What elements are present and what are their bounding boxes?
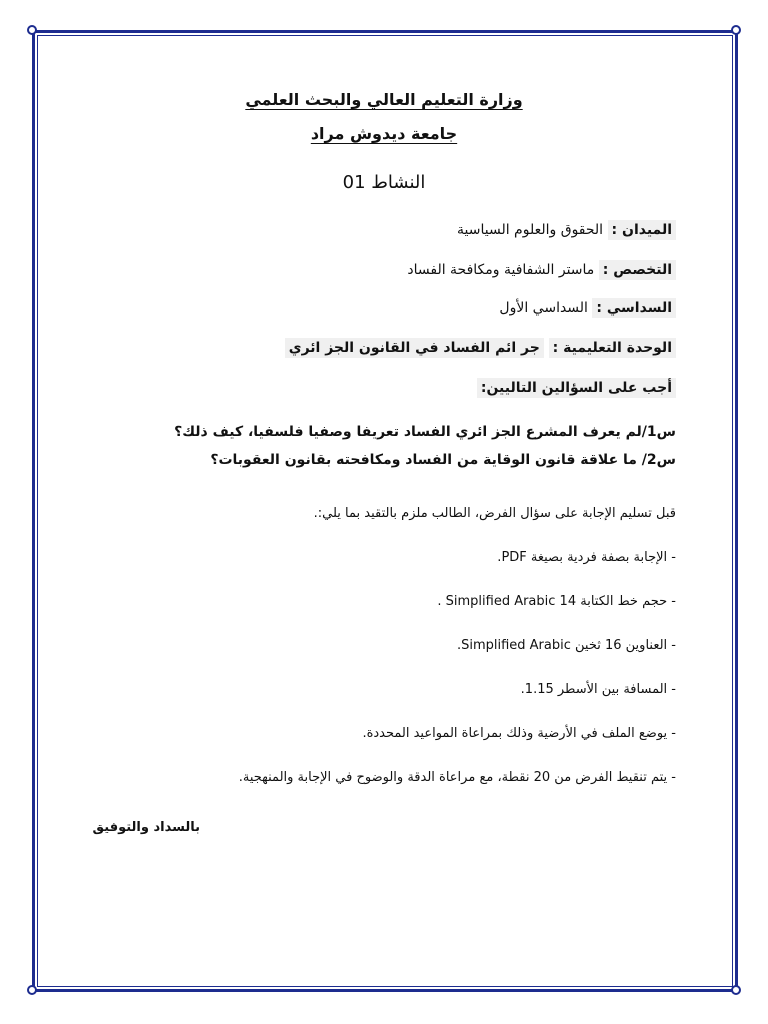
specialty-label: التخصص : — [599, 260, 676, 280]
instruction-item: - المسافة بين الأسطر 1.15. — [520, 682, 676, 697]
university-title: جامعة ديدوش مراد — [310, 124, 458, 143]
instruction-item: - حجم خط الكتابة Simplified Arabic 14 . — [437, 594, 676, 609]
unit-value: جر ائم الفساد في القانون الجز ائري — [285, 338, 544, 358]
closing-note: بالسداد والتوفيق — [92, 820, 200, 835]
unit-label: الوحدة التعليمية : — [549, 338, 676, 358]
question-1: س1/لم يعرف المشرع الجز ائري الفساد تعريفا وصفيا فلسفيا، كيف ذلك؟ — [174, 424, 676, 440]
domain-value: الحقوق والعلوم السياسية — [457, 222, 604, 238]
instruction-item: - الإجابة بصفة فردية بصيغة PDF. — [497, 550, 676, 565]
instructions-intro: قبل تسليم الإجابة على سؤال الفرض، الطالب ملزم بالتقيد بما يلي:. — [313, 506, 676, 521]
domain-field — [457, 222, 676, 238]
frame-corner-ornament — [27, 25, 37, 35]
ministry-title: وزارة التعليم العالي والبحث العلمي — [245, 90, 523, 109]
frame-corner-ornament — [27, 985, 37, 995]
instruction-item: - يتم تنقيط الفرض من 20 نقطة، مع مراعاة الدقة والوضوح في الإجابة والمنهجية. — [238, 770, 676, 785]
frame-corner-ornament — [731, 985, 741, 995]
activity-title: النشاط 01 — [342, 172, 426, 193]
specialty-value: ماستر الشفافية ومكافحة الفساد — [407, 262, 595, 278]
unit-field — [285, 340, 676, 356]
instruction-item: - يوضع الملف في الأرضية وذلك بمراعاة المواعيد المحددة. — [362, 726, 676, 741]
semester-value: السداسي الأول — [499, 300, 588, 316]
answer-prompt-text: أجب على السؤالين التاليين: — [477, 378, 676, 398]
answer-prompt — [477, 380, 676, 396]
question-2: س2/ ما علاقة قانون الوقاية من الفساد ومكافحته بقانون العقوبات؟ — [210, 452, 676, 468]
semester-field — [499, 300, 676, 316]
domain-label: الميدان : — [608, 220, 676, 240]
specialty-field — [407, 262, 676, 278]
frame-corner-ornament — [731, 25, 741, 35]
instruction-item: - العناوين 16 ثخين Simplified Arabic. — [456, 638, 676, 653]
semester-label: السداسي : — [592, 298, 676, 318]
